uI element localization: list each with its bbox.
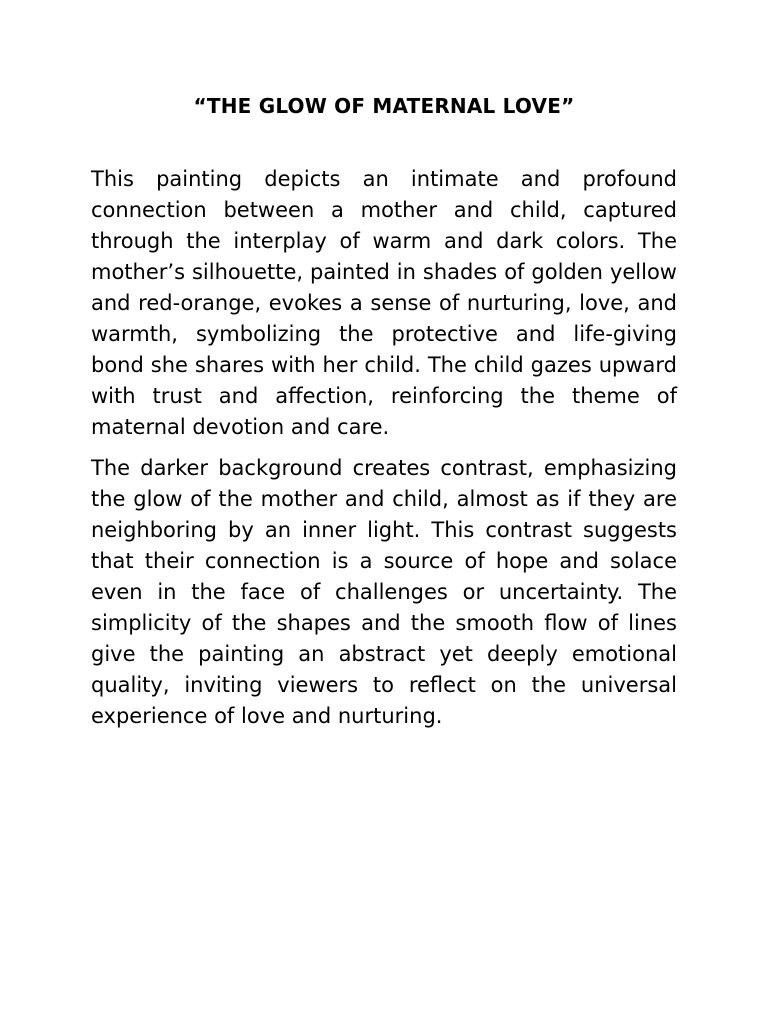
document-body (91, 164, 677, 732)
paragraph-1: This painting depicts an intimate and profound connection between a mother and child, captured through the interplay of warm and dark colors. The mother’s silhouette, painted in shades of golden yellow and red-orange, evokes a sense of nurturing, love, and warmth, symbolizing the protective and life-giving bond she shares with her child. The child gazes upward with trust and affection, reinforcing the theme of maternal devotion and care. (91, 167, 677, 439)
document-title: “THE GLOW OF MATERNAL LOVE” (193, 94, 575, 118)
paragraph-2: The darker background creates contrast, emphasizing the glow of the mother and child, almost as if they are neighboring by an inner light. This contrast suggests that their connection is a source of hope and solace even in the face of challenges or uncertainty. The simplicity of the shapes and the smooth flow of lines give the painting an abstract yet deeply emotional quality, inviting viewers to reflect on the universal experience of love and nurturing. (91, 456, 677, 728)
